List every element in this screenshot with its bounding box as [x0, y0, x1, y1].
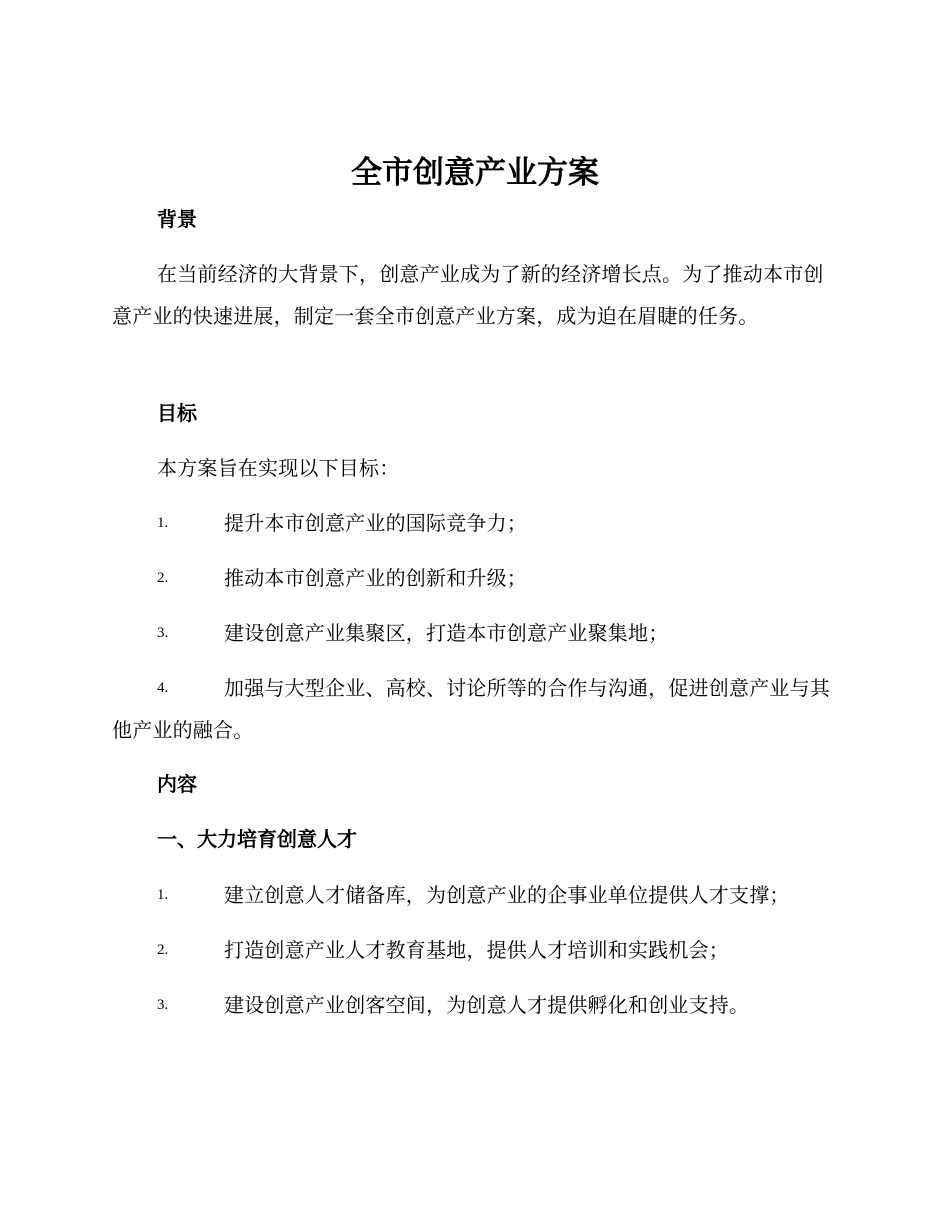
list-text: 加强与大型企业、高校、讨论所等的合作与沟通，促进创意产业与其他产业的融合。 — [112, 676, 830, 742]
content-list-item — [112, 984, 836, 1026]
list-text: 打造创意产业人才教育基地，提供人才培训和实践机会； — [224, 938, 729, 962]
goal-list-item — [112, 557, 836, 599]
list-number: 1. — [157, 887, 169, 903]
section-heading-goals: 目标 — [157, 401, 197, 425]
goal-list-item — [112, 612, 836, 654]
goal-list-item — [112, 502, 836, 544]
goal-list-item — [112, 667, 836, 751]
list-number: 1. — [157, 515, 169, 531]
list-text: 建立创意人才储备库，为创意产业的企事业单位提供人才支撑； — [224, 883, 790, 907]
content-list-item — [112, 929, 836, 971]
list-number: 4. — [157, 680, 169, 696]
list-text: 建设创意产业创客空间，为创意人才提供孵化和创业支持。 — [224, 993, 750, 1017]
list-number: 3. — [157, 625, 169, 641]
section-heading-background: 背景 — [157, 207, 197, 231]
list-text: 推动本市创意产业的创新和升级； — [224, 566, 527, 590]
list-text: 提升本市创意产业的国际竞争力； — [224, 511, 527, 535]
list-text: 建设创意产业集聚区，打造本市创意产业聚集地； — [224, 621, 669, 645]
goals-intro: 本方案旨在实现以下目标： — [157, 456, 400, 480]
list-number: 3. — [157, 997, 169, 1013]
list-number: 2. — [157, 570, 169, 586]
list-number: 2. — [157, 942, 169, 958]
document-title: 全市创意产业方案 — [351, 155, 599, 191]
section-heading-content: 内容 — [157, 772, 197, 796]
content-subheading: 一、大力培育创意人才 — [157, 827, 357, 851]
content-list-item — [112, 874, 836, 916]
background-paragraph: 在当前经济的大背景下，创意产业成为了新的经济增长点。为了推动本市创意产业的快速进展，制定一套全市创意产业方案，成为迫在眉睫的任务。 — [112, 262, 824, 328]
